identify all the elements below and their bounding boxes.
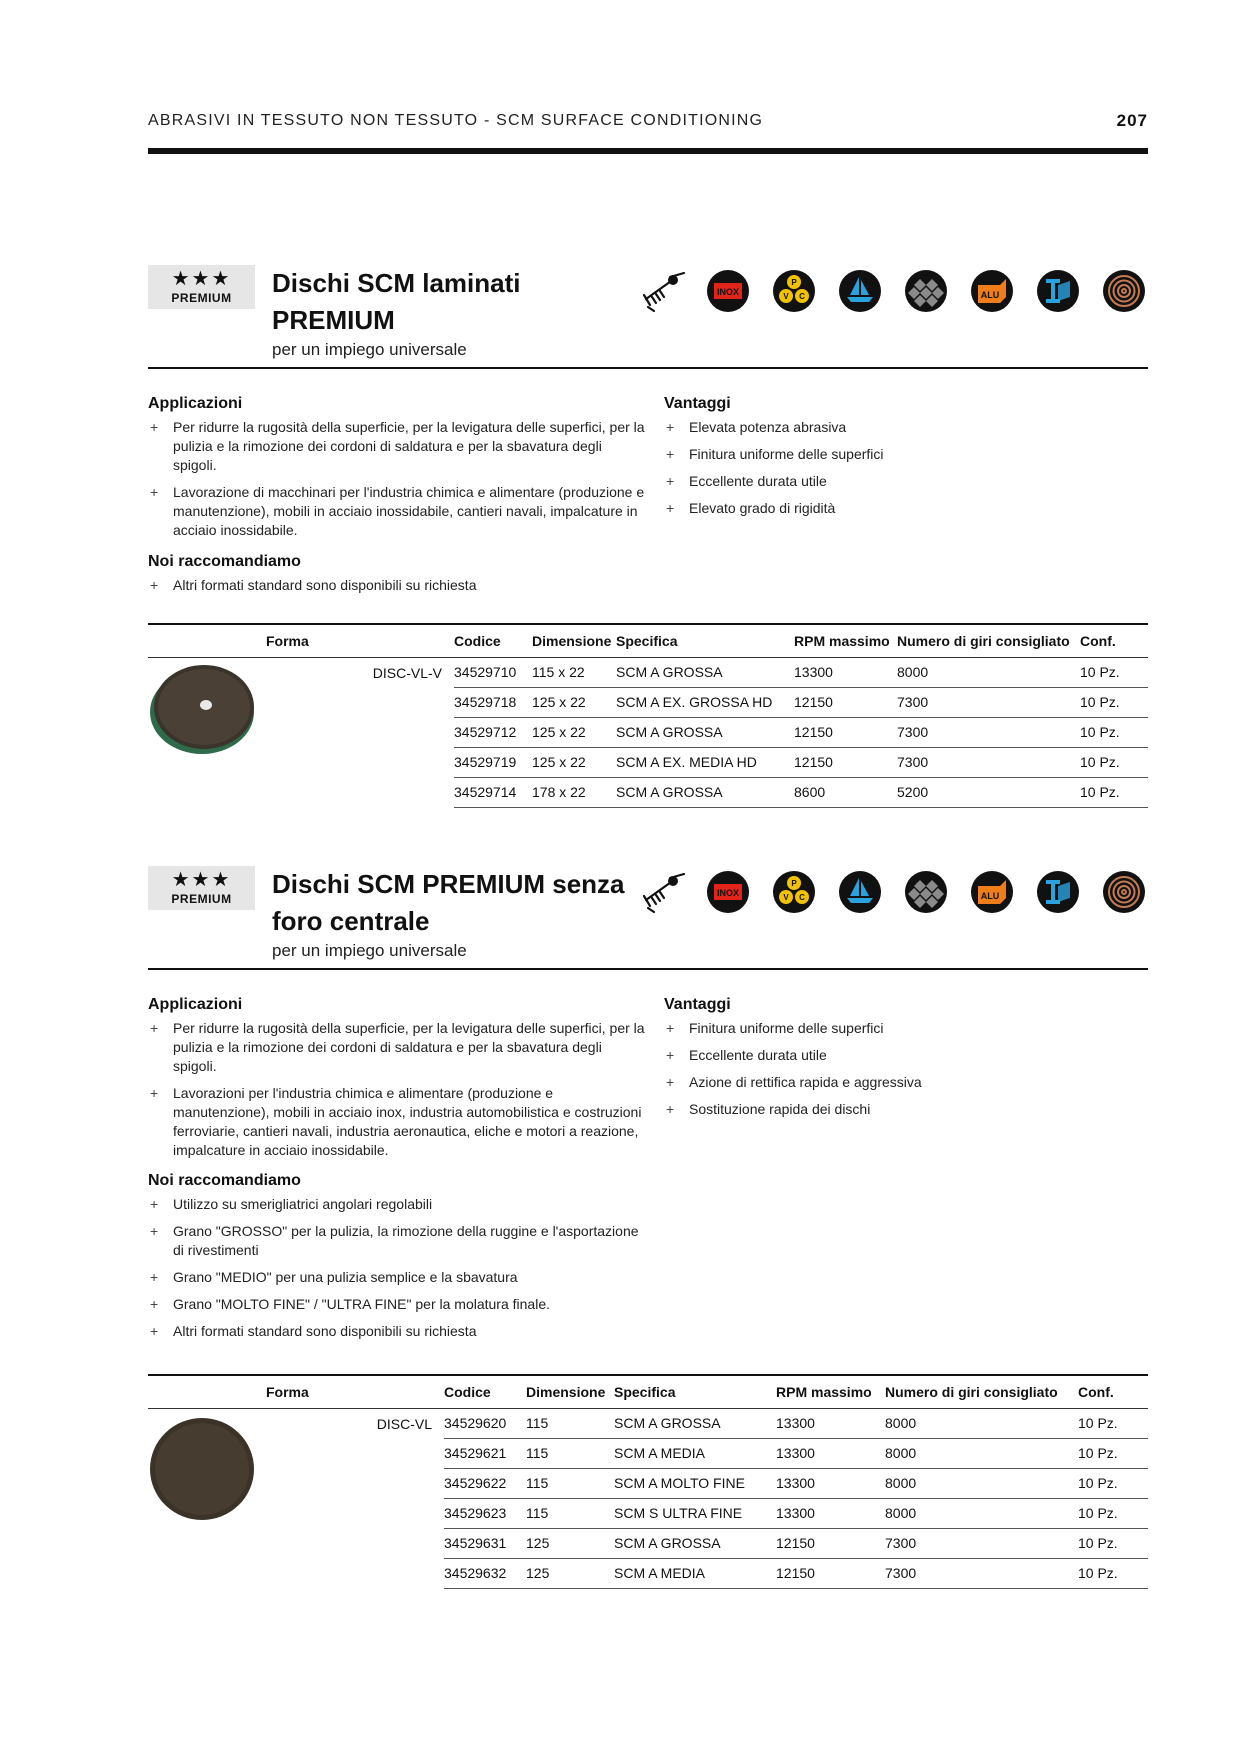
table-row: DISC-VL-V 34529710 115 x 22 SCM A GROSSA 13300 8000 10 Pz. — [148, 657, 1148, 687]
angle-grinder-icon — [640, 269, 686, 313]
product-subtitle: per un impiego universale — [272, 941, 467, 960]
steel-beam-icon — [1036, 269, 1080, 313]
applicazioni-heading: Applicazioni — [148, 395, 243, 412]
vantaggi-heading: Vantaggi — [664, 996, 731, 1013]
list-item: + Lavorazione di macchinari per l'industria chimica e alimentare (produzione e manutenzione), mobili in acciaio inossidabile, cantieri navali, impalcature in acciaio inossidabile. — [148, 483, 648, 540]
list-item: + Elevato grado di rigidità — [664, 499, 1144, 518]
raccomandiamo-list — [148, 1195, 648, 1349]
laminated-disc-image — [148, 660, 256, 756]
table-header-row — [148, 1375, 1148, 1408]
wood-icon — [1102, 870, 1146, 914]
list-item: + Elevata potenza abrasiva — [664, 418, 1144, 437]
table-row: 34529714 178 x 22 SCM A GROSSA 8600 5200 10 Pz. — [148, 777, 1148, 807]
inox-icon — [706, 269, 750, 313]
list-item: + Grano "MOLTO FINE" / "ULTRA FINE" per la molatura finale. — [148, 1295, 648, 1314]
applicazioni-heading: Applicazioni — [148, 996, 243, 1013]
boat-icon — [838, 870, 882, 914]
table-row: 34529623 115 SCM S ULTRA FINE 13300 8000 10 Pz. — [148, 1498, 1148, 1528]
pvc-icon — [772, 269, 816, 313]
alu-icon — [970, 870, 1014, 914]
table-row: DISC-VL 34529620 115 SCM A GROSSA 13300 8000 10 Pz. — [148, 1408, 1148, 1438]
pvc-icon — [772, 870, 816, 914]
raccomandiamo-heading: Noi raccomandiamo — [148, 1172, 301, 1189]
list-item: + Grano "GROSSO" per la pulizia, la rimozione della ruggine e l'asportazione di rivestimenti — [148, 1222, 648, 1260]
list-item: + Azione di rettifica rapida e aggressiva — [664, 1073, 1144, 1092]
application-icons — [640, 269, 1148, 313]
list-item: + Altri formati standard sono disponibili su richiesta — [148, 1322, 648, 1341]
product-subtitle: per un impiego universale — [272, 340, 467, 359]
table-row: 34529621 115 SCM A MEDIA 13300 8000 10 Pz. — [148, 1438, 1148, 1468]
list-item: + Altri formati standard sono disponibili su richiesta — [148, 576, 648, 595]
product-title: Dischi SCM PREMIUM senza foro centrale — [272, 869, 625, 936]
forma-value: DISC-VL — [376, 1415, 432, 1432]
page-number: 207 — [1116, 111, 1148, 130]
column-header: Dimensione — [526, 1375, 614, 1408]
column-header: Numero di giri consigliato — [897, 624, 1080, 657]
vantaggi-heading: Vantaggi — [664, 395, 731, 412]
svg-text:INOX: INOX — [716, 888, 740, 898]
steel-beam-icon — [1036, 870, 1080, 914]
boat-icon — [838, 269, 882, 313]
list-item: + Sostituzione rapida dei dischi — [664, 1100, 1144, 1119]
table-row: 34529632 125 SCM A MEDIA 12150 7300 10 Pz. — [148, 1558, 1148, 1588]
column-header: Dimensione — [532, 624, 616, 657]
product-image-cell — [148, 1408, 260, 1588]
column-header: RPM massimo — [794, 624, 897, 657]
list-item: + Per ridurre la rugosità della superficie, per la levigatura delle superfici, per la pulizia e la rimozione dei cordoni di saldatura e per la sbavatura degli spigoli. — [148, 1019, 648, 1076]
inox-icon — [706, 870, 750, 914]
stars-icon: ★★★ — [171, 869, 232, 891]
solid-disc-image — [148, 1411, 256, 1523]
section-rule — [148, 968, 1148, 970]
list-item: + Per ridurre la rugosità della superficie, per la levigatura delle superfici, per la pulizia e la rimozione dei cordoni di saldatura e per la sbavatura degli spigoli. — [148, 418, 648, 475]
product-table — [148, 1374, 1148, 1589]
list-item: + Grano "MEDIO" per una pulizia semplice e la sbavatura — [148, 1268, 648, 1287]
table-row: 34529718 125 x 22 SCM A EX. GROSSA HD 12150 7300 10 Pz. — [148, 687, 1148, 717]
badge-label: PREMIUM — [171, 892, 232, 906]
stars-icon: ★★★ — [171, 268, 232, 290]
list-item: + Lavorazioni per l'industria chimica e alimentare (produzione e manutenzione), mobili in acciaio inox, industria automobilistica e costruzioni ferroviarie, cantieri navali, industria aeronautica, eliche e motori a reazione, impalcature in acciaio inossidabile. — [148, 1084, 648, 1160]
product-table — [148, 623, 1148, 808]
svg-text:P: P — [791, 278, 797, 287]
vantaggi-list — [664, 418, 1144, 526]
page-header — [148, 112, 1148, 154]
column-header: Conf. — [1078, 1375, 1148, 1408]
carbon-icon — [904, 269, 948, 313]
list-item: + Finitura uniforme delle superfici — [664, 445, 1144, 464]
premium-badge — [148, 866, 255, 910]
badge-label: PREMIUM — [171, 291, 232, 305]
svg-text:C: C — [799, 893, 805, 902]
table-row: 34529631 125 SCM A GROSSA 12150 7300 10 Pz. — [148, 1528, 1148, 1558]
table-row: 34529719 125 x 22 SCM A EX. MEDIA HD 12150 7300 10 Pz. — [148, 747, 1148, 777]
applicazioni-list — [148, 418, 648, 548]
section-rule — [148, 367, 1148, 369]
product-image-cell — [148, 657, 260, 807]
svg-text:C: C — [799, 292, 805, 301]
list-item: + Eccellente durata utile — [664, 1046, 1144, 1065]
column-header: Codice — [454, 624, 532, 657]
raccomandiamo-list — [148, 576, 648, 603]
table-row: 34529712 125 x 22 SCM A GROSSA 12150 7300 10 Pz. — [148, 717, 1148, 747]
svg-text:P: P — [791, 879, 797, 888]
premium-badge — [148, 265, 255, 309]
product-title: Dischi SCM laminati PREMIUM — [272, 268, 521, 335]
column-header: Numero di giri consigliato — [885, 1375, 1078, 1408]
column-header: Conf. — [1080, 624, 1148, 657]
table-row: 34529622 115 SCM A MOLTO FINE 13300 8000 10 Pz. — [148, 1468, 1148, 1498]
column-header: Codice — [444, 1375, 526, 1408]
list-item: + Eccellente durata utile — [664, 472, 1144, 491]
alu-icon — [970, 269, 1014, 313]
column-header: Forma — [260, 1375, 444, 1408]
vantaggi-list — [664, 1019, 1144, 1127]
column-header: Specifica — [614, 1375, 776, 1408]
angle-grinder-icon — [640, 870, 686, 914]
forma-value: DISC-VL-V — [372, 664, 442, 681]
list-item: + Utilizzo su smerigliatrici angolari regolabili — [148, 1195, 648, 1214]
column-header: RPM massimo — [776, 1375, 885, 1408]
svg-text:INOX: INOX — [716, 287, 740, 297]
wood-icon — [1102, 269, 1146, 313]
column-header: Specifica — [616, 624, 794, 657]
svg-text:V: V — [783, 292, 789, 301]
list-item: + Finitura uniforme delle superfici — [664, 1019, 1144, 1038]
svg-text:V: V — [783, 893, 789, 902]
application-icons — [640, 870, 1148, 914]
running-title: ABRASIVI IN TESSUTO NON TESSUTO - SCM SURFACE CONDITIONING — [148, 112, 764, 129]
applicazioni-list — [148, 1019, 648, 1168]
svg-text:ALU: ALU — [980, 891, 1000, 901]
table-header-row — [148, 624, 1148, 657]
carbon-icon — [904, 870, 948, 914]
raccomandiamo-heading: Noi raccomandiamo — [148, 553, 301, 570]
column-header: Forma — [260, 624, 454, 657]
svg-text:ALU: ALU — [980, 290, 1000, 300]
